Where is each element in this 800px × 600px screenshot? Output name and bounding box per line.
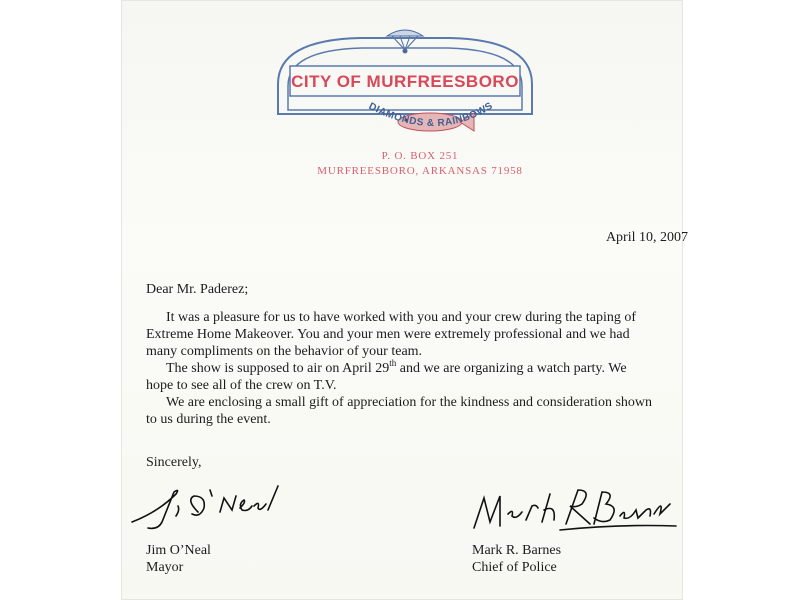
- signer-title: Chief of Police: [472, 560, 557, 575]
- paragraph-1: It was a pleasure for us to have worked with you and your crew during the taping of Extreme Home Makeover. You and your men were extremely professional and we had many compliments on the behavior of your team.: [146, 310, 637, 359]
- signer-name: Mark R. Barnes: [472, 543, 562, 558]
- letter-date: April 10, 2007: [605, 230, 688, 245]
- city-name: CITY OF MURFREESBORO: [291, 72, 519, 91]
- signer-block-police-chief: [472, 542, 561, 576]
- signature-mark-barnes: [470, 484, 680, 539]
- signer-name: Jim O’Neal: [146, 543, 211, 558]
- signer-title: Mayor: [146, 560, 184, 575]
- salutation: Dear Mr. Paderez;: [146, 282, 249, 297]
- signature-jim-oneal: [128, 482, 298, 537]
- signer-block-mayor: [146, 542, 211, 576]
- address-line-1: P. O. BOX 251: [381, 150, 459, 162]
- paragraph-2: [146, 360, 656, 394]
- letter-body: [146, 309, 656, 428]
- paragraph-2-start: The show is supposed to air on April 29: [166, 361, 390, 376]
- city-logo: [270, 14, 540, 134]
- date-suffix: th: [389, 358, 397, 368]
- paragraph-3: We are enclosing a small gift of appreciation for the kindness and consideration shown to us during the event.: [146, 395, 653, 427]
- motto-text: DIAMONDS & RAINBOWS: [366, 100, 496, 130]
- closing: Sincerely,: [146, 455, 202, 470]
- address-line-2: MURFREESBORO, ARKANSAS 71958: [317, 165, 523, 177]
- paragraph-2-end: and we are organizing a watch party. We hope to see all of the crew on T.V.: [146, 361, 627, 393]
